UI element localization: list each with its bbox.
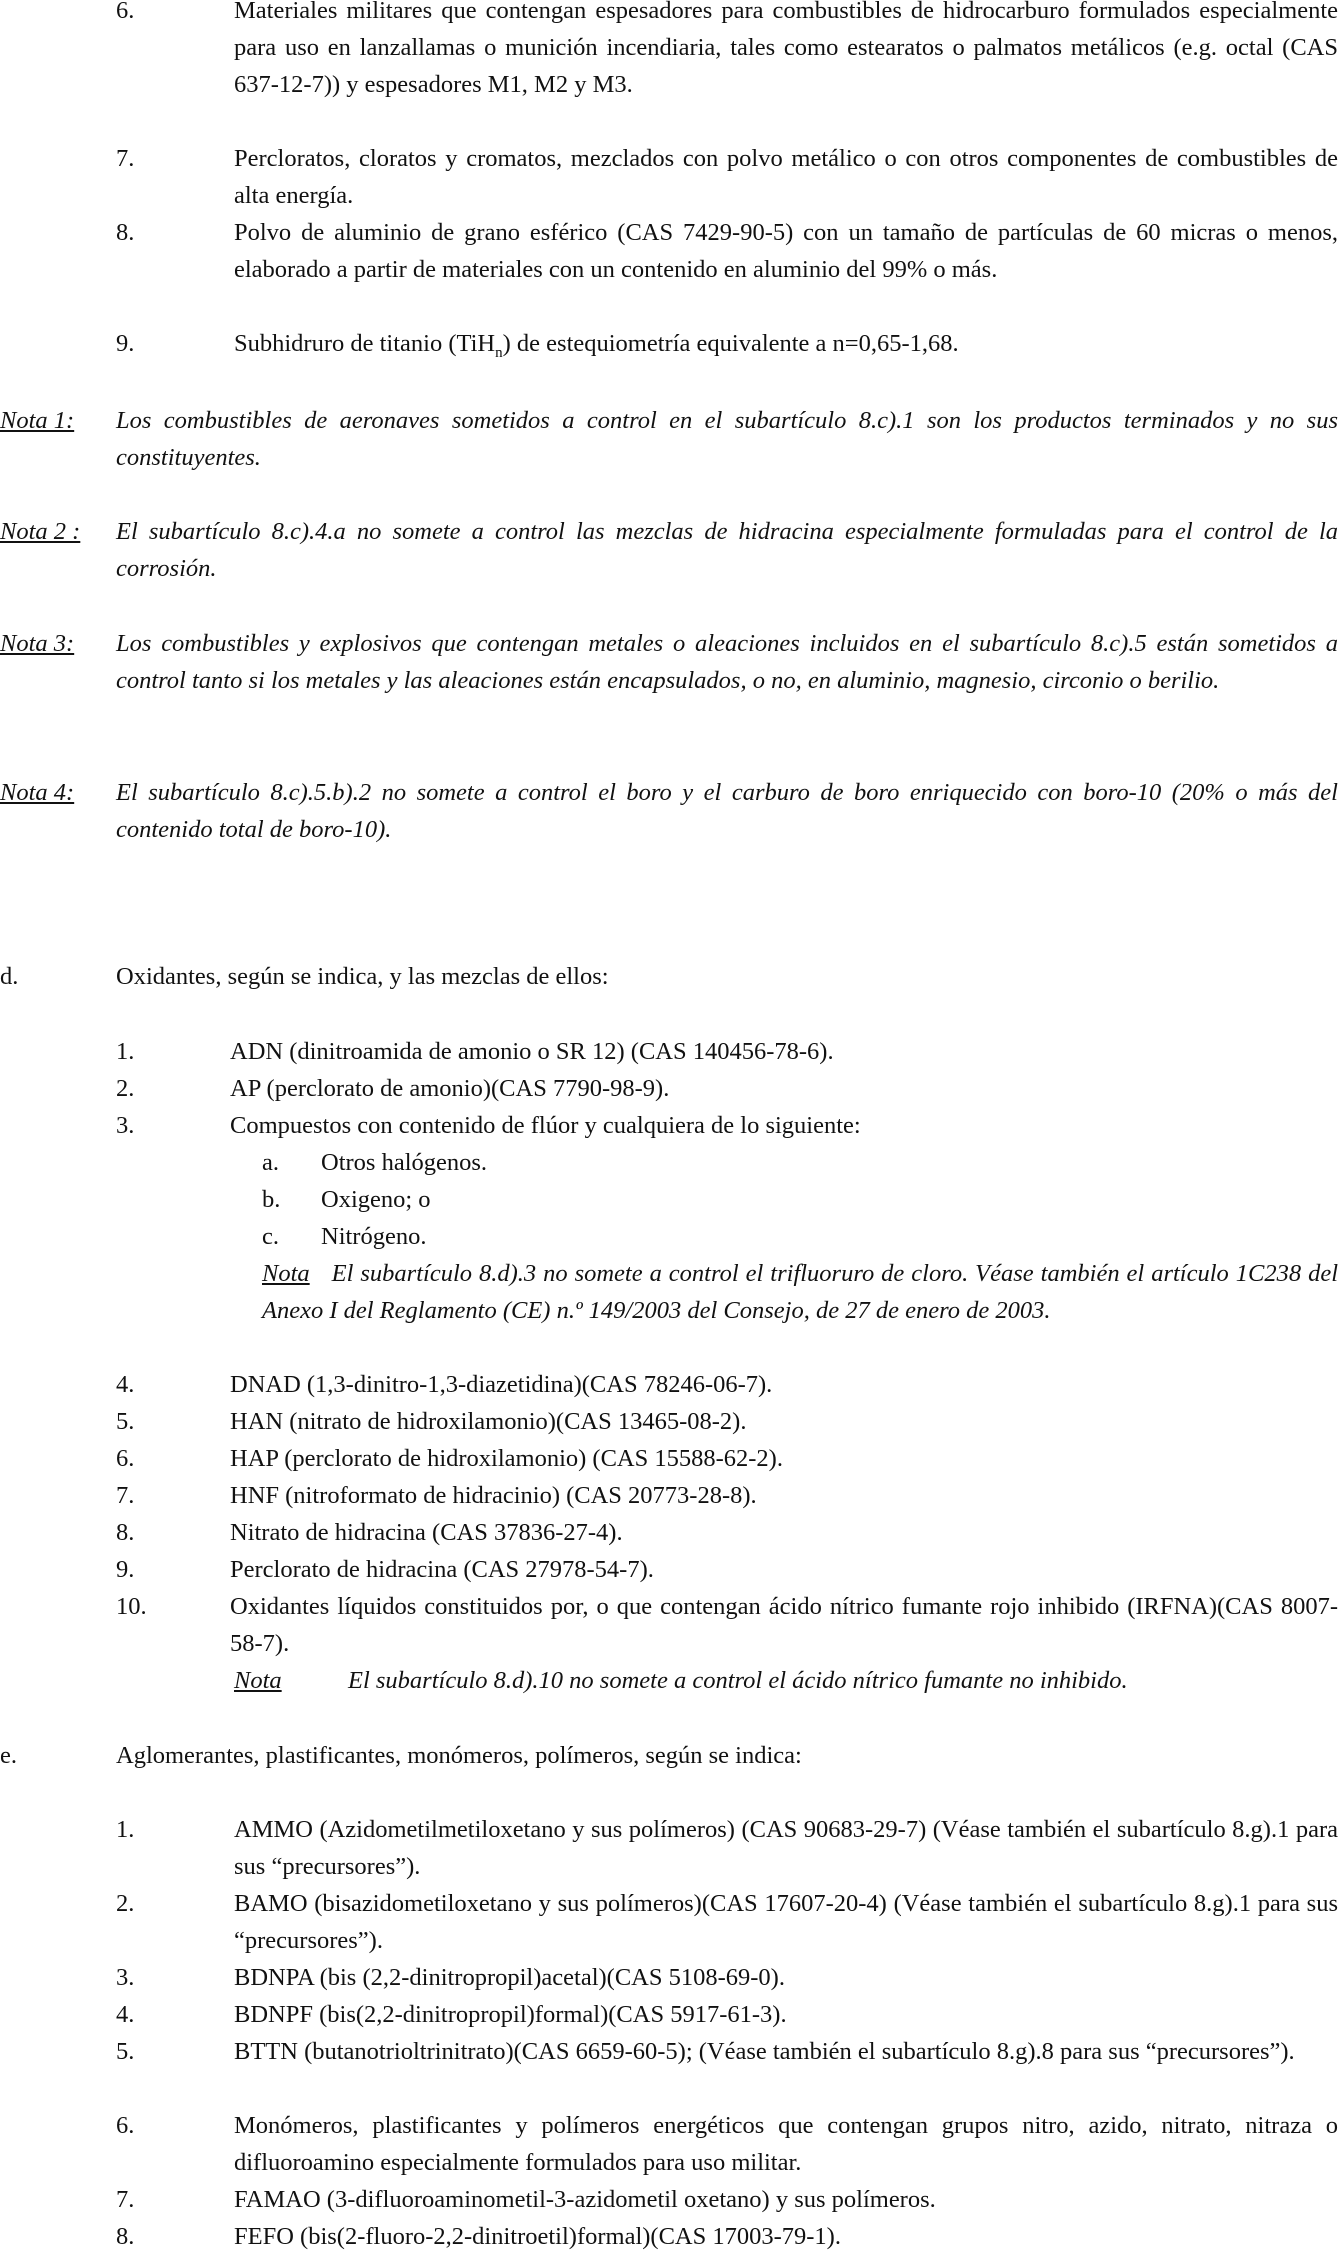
item-number: 8. bbox=[116, 1519, 135, 1546]
item-number: 2. bbox=[116, 1890, 135, 1917]
item-text: FEFO (bis(2-fluoro-2,2-dinitroetil)formal)(CAS 17003-79-1). bbox=[234, 2223, 841, 2250]
note-label: Nota 1: bbox=[0, 407, 75, 434]
item-number: 1. bbox=[116, 1038, 135, 1065]
item-number: 7. bbox=[116, 1482, 135, 1509]
section-letter: d. bbox=[0, 963, 19, 990]
note-text: El subartículo 8.d).10 no somete a control el ácido nítrico fumante no inhibido. bbox=[348, 1667, 1128, 1694]
section-title: Aglomerantes, plastificantes, monómeros, polímeros, según se indica: bbox=[116, 1742, 802, 1769]
item-text: Perclorato de hidracina (CAS 27978-54-7). bbox=[230, 1556, 654, 1583]
formula-text-after: ) de estequiometría equivalente a n=0,65-1,68. bbox=[502, 330, 959, 357]
item-number: 8. bbox=[116, 219, 135, 246]
note-text: El subartículo 8.c).4.a no somete a control las mezclas de hidracina especialmente formuladas para el control de la corrosión. bbox=[116, 518, 1338, 582]
item-number: 2. bbox=[116, 1075, 135, 1102]
item-text: BDNPF (bis(2,2-dinitropropil)formal)(CAS 5917-61-3). bbox=[234, 2001, 787, 2028]
item-text: AMMO (Azidometilmetiloxetano y sus polímeros) (CAS 90683-29-7) (Véase también el subartículo 8.g).1 para sus “precursores”). bbox=[234, 1816, 1338, 1880]
subitem-letter: c. bbox=[262, 1223, 279, 1250]
formula-text: Subhidruro de titanio (TiH bbox=[234, 330, 496, 357]
item-text: HAN (nitrato de hidroxilamonio)(CAS 13465-08-2). bbox=[230, 1408, 747, 1435]
item-text: BAMO (bisazidometiloxetano y sus polímeros)(CAS 17607-20-4) (Véase también el subartículo 8.g).1 para sus “precursores”). bbox=[234, 1890, 1338, 1954]
item-number: 3. bbox=[116, 1112, 135, 1139]
item-text: HAP (perclorato de hidroxilamonio) (CAS 15588-62-2). bbox=[230, 1445, 783, 1472]
note-label: Nota 4: bbox=[0, 779, 75, 806]
item-text: Oxidantes líquidos constituidos por, o que contengan ácido nítrico fumante rojo inhibido (IRFNA)(CAS 8007-58-7). bbox=[230, 1593, 1338, 1657]
item-number: 6. bbox=[116, 1445, 135, 1472]
subitem-text: Otros halógenos. bbox=[321, 1149, 488, 1176]
formula-subscript: n bbox=[495, 344, 503, 361]
note-paragraph bbox=[262, 1255, 1338, 1329]
item-text: AP (perclorato de amonio)(CAS 7790-98-9). bbox=[230, 1075, 670, 1102]
item-text: HNF (nitroformato de hidracinio) (CAS 20773-28-8). bbox=[230, 1482, 757, 1509]
item-text: Nitrato de hidracina (CAS 37836-27-4). bbox=[230, 1519, 623, 1546]
item-text: Polvo de aluminio de grano esférico (CAS 7429-90-5) con un tamaño de partículas de 60 micras o menos, elaborado a partir de materiales con un contenido en aluminio del 99% o más. bbox=[234, 219, 1338, 283]
subitem-text: Nitrógeno. bbox=[321, 1223, 427, 1250]
subitem-letter: b. bbox=[262, 1186, 281, 1213]
item-number: 6. bbox=[116, 2112, 135, 2139]
item-number: 4. bbox=[116, 2001, 135, 2028]
item-number: 8. bbox=[116, 2223, 135, 2250]
item-text: Monómeros, plastificantes y polímeros energéticos que contengan grupos nitro, azido, nitrato, nitraza o difluoroamino especialmente formulados para uso militar. bbox=[234, 2112, 1338, 2176]
item-number: 5. bbox=[116, 2038, 135, 2065]
note-label: Nota bbox=[234, 1667, 282, 1694]
item-number: 9. bbox=[116, 330, 135, 357]
item-text: ADN (dinitroamida de amonio o SR 12) (CAS 140456-78-6). bbox=[230, 1038, 834, 1065]
item-number: 9. bbox=[116, 1556, 135, 1583]
note-label: Nota 2 : bbox=[0, 518, 81, 545]
item-text: Percloratos, cloratos y cromatos, mezclados con polvo metálico o con otros componentes de combustibles de alta energía. bbox=[234, 145, 1338, 209]
item-number: 7. bbox=[116, 2186, 135, 2213]
item-text: DNAD (1,3-dinitro-1,3-diazetidina)(CAS 78246-06-7). bbox=[230, 1371, 773, 1398]
item-number: 6. bbox=[116, 0, 135, 24]
item-text: Materiales militares que contengan espesadores para combustibles de hidrocarburo formulados especialmente para uso en lanzallamas o munición incendiaria, tales como estearatos o palmatos metálicos (e.g. octal (CAS 637-12-7)) y espesadores M1, M2 y M3. bbox=[234, 0, 1338, 98]
item-number: 4. bbox=[116, 1371, 135, 1398]
note-label: Nota 3: bbox=[0, 630, 75, 657]
item-number: 7. bbox=[116, 145, 135, 172]
item-text: BTTN (butanotrioltrinitrato)(CAS 6659-60-5); (Véase también el subartículo 8.g).8 para sus “precursores”). bbox=[234, 2038, 1295, 2065]
item-text: Compuestos con contenido de flúor y cualquiera de lo siguiente: bbox=[230, 1112, 861, 1139]
item-number: 1. bbox=[116, 1816, 135, 1843]
note-text: El subartículo 8.c).5.b).2 no somete a control el boro y el carburo de boro enriquecido con boro-10 (20% o más del contenido total de boro-10). bbox=[116, 779, 1338, 843]
section-letter: e. bbox=[0, 1742, 17, 1769]
section-title: Oxidantes, según se indica, y las mezclas de ellos: bbox=[116, 963, 609, 990]
item-number: 5. bbox=[116, 1408, 135, 1435]
item-text: FAMAO (3-difluoroaminometil-3-azidometil oxetano) y sus polímeros. bbox=[234, 2186, 936, 2213]
item-text: BDNPA (bis (2,2-dinitropropil)acetal)(CAS 5108-69-0). bbox=[234, 1964, 785, 1991]
note-label: Nota bbox=[262, 1260, 310, 1287]
note-text: El subartículo 8.d).3 no somete a control el trifluoruro de cloro. Véase también el artículo 1C238 del Anexo I del Reglamento (CE) n.º 149/2003 del Consejo, de 27 de enero de 2003. bbox=[262, 1260, 1338, 1324]
item-text bbox=[234, 325, 1338, 362]
item-number: 10. bbox=[116, 1593, 147, 1620]
note-text: Los combustibles y explosivos que contengan metales o aleaciones incluidos en el subartículo 8.c).5 están sometidos a control tanto si los metales y las aleaciones están encapsulados, o no, en aluminio, magnesio, circonio o berilio. bbox=[116, 630, 1338, 694]
subitem-letter: a. bbox=[262, 1149, 279, 1176]
item-number: 3. bbox=[116, 1964, 135, 1991]
subitem-text: Oxigeno; o bbox=[321, 1186, 431, 1213]
note-text: Los combustibles de aeronaves sometidos a control en el subartículo 8.c).1 son los productos terminados y no sus constituyentes. bbox=[116, 407, 1338, 471]
